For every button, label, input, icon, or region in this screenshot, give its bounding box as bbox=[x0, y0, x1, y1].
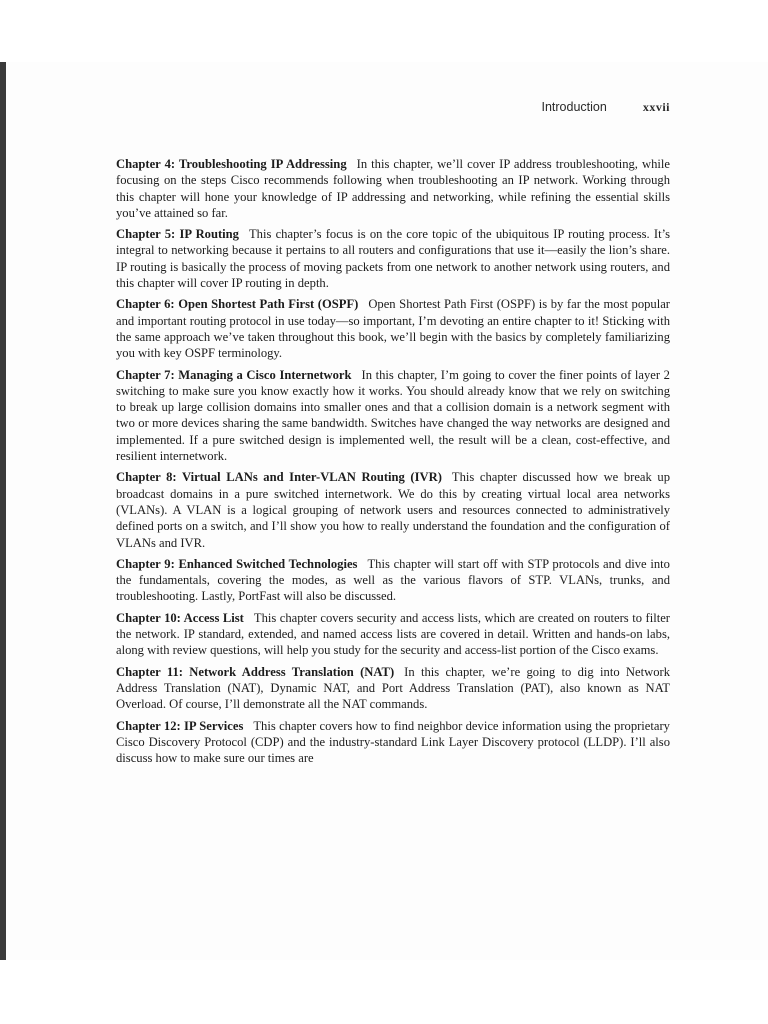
chapter-title: Chapter 5: IP Routing bbox=[116, 227, 239, 242]
page-number: xxvii bbox=[642, 100, 670, 114]
chapter-title: Chapter 10: Access List bbox=[116, 610, 244, 625]
chapter-entry bbox=[116, 556, 670, 605]
chapter-description: This chapter’s focus is on the core topic of the ubiquitous IP routing process. It’s integral to networking because it pertains to all routers and configurations that use it—easily the lion’s share. IP routing is basically the process of moving packets from one network to another network using routers, and this chapter will cover IP routing in depth. bbox=[116, 227, 670, 291]
chapter-title: Chapter 4: Troubleshooting IP Addressing bbox=[116, 157, 347, 171]
chapter-description: In this chapter, I’m going to cover the finer points of layer 2 switching to make sure you know exactly how it works. You should already know that we rely on switching to break up large collision domains into smaller ones and that a collision domain is a network segment with two or more devices sharing the same bandwidth. Switches have changed the way networks are designed and implemented. If a pure switched design is implemented well, the result will be a clean, cost-effective, and resilient internetwork. bbox=[116, 367, 670, 464]
chapter-description: Open Shortest Path First (OSPF) is by far the most popular and important routing protocol in use today—so important, I’m devoting an entire chapter to it! Sticking with the same approach we’ve taken throughout this book, we’ll begin with the basics by completely familiarizing you with key OSPF terminology. bbox=[116, 297, 670, 361]
chapter-entry bbox=[116, 156, 670, 221]
chapter-entry bbox=[116, 610, 670, 659]
chapter-title: Chapter 6: Open Shortest Path First (OSPF) bbox=[116, 297, 359, 312]
chapter-entry bbox=[116, 718, 670, 767]
chapter-title: Chapter 12: IP Services bbox=[116, 718, 244, 733]
chapter-entry bbox=[116, 296, 670, 361]
chapter-entry bbox=[116, 664, 670, 713]
chapter-entry bbox=[116, 469, 670, 550]
chapter-entry bbox=[116, 226, 670, 291]
chapter-title: Chapter 11: Network Address Translation (NAT) bbox=[116, 664, 395, 679]
chapter-description: This chapter covers how to find neighbor device information using the proprietary Cisco Discovery Protocol (CDP) and the industry-standard Link Layer Discovery protocol (LLDP). I’ll also discuss how to make sure our times are bbox=[116, 718, 670, 766]
section-title: Introduction bbox=[541, 100, 607, 114]
chapter-description: This chapter will start off with STP protocols and dive into the fundamentals, covering the modes, as well as the various flavors of STP. VLANs, trunks, and troubleshooting. Lastly, PortFast will also be discussed. bbox=[116, 556, 670, 604]
chapter-description: This chapter covers security and access lists, which are created on routers to filter the network. IP standard, extended, and named access lists are covered in detail. Written and hands-on labs, along with review questions, will help you study for the security and access-list portion of the Cisco exams. bbox=[116, 610, 670, 658]
chapter-entry bbox=[116, 367, 670, 465]
viewer-background bbox=[0, 0, 768, 62]
running-header bbox=[542, 100, 671, 115]
chapter-list bbox=[116, 156, 670, 771]
chapter-description: This chapter discussed how we break up broadcast domains in a pure switched internetwork. We do this by creating virtual local area networks (VLANs). A VLAN is a logical grouping of network users and resources connected to administratively defined ports on a switch, and I’ll show you how to really understand the foundation and the configuration of VLANs and IVR. bbox=[116, 470, 670, 550]
chapter-title: Chapter 9: Enhanced Switched Technologies bbox=[116, 556, 358, 571]
chapter-description: In this chapter, we’re going to dig into Network Address Translation (NAT), Dynamic NAT, and Port Address Translation (PAT), also known as NAT Overload. Of course, I’ll demonstrate all the NAT commands. bbox=[116, 664, 671, 712]
document-page bbox=[6, 62, 768, 960]
chapter-description: In this chapter, we’ll cover IP address troubleshooting, while focusing on the steps Cisco recommends following when troubleshooting an IP network. Working through this chapter will hone your knowledge of IP addressing and networking, while refining the essential skills you’ve attained so far. bbox=[116, 157, 670, 220]
chapter-title: Chapter 8: Virtual LANs and Inter-VLAN Routing (IVR) bbox=[116, 470, 442, 485]
chapter-title: Chapter 7: Managing a Cisco Internetwork bbox=[116, 367, 352, 382]
